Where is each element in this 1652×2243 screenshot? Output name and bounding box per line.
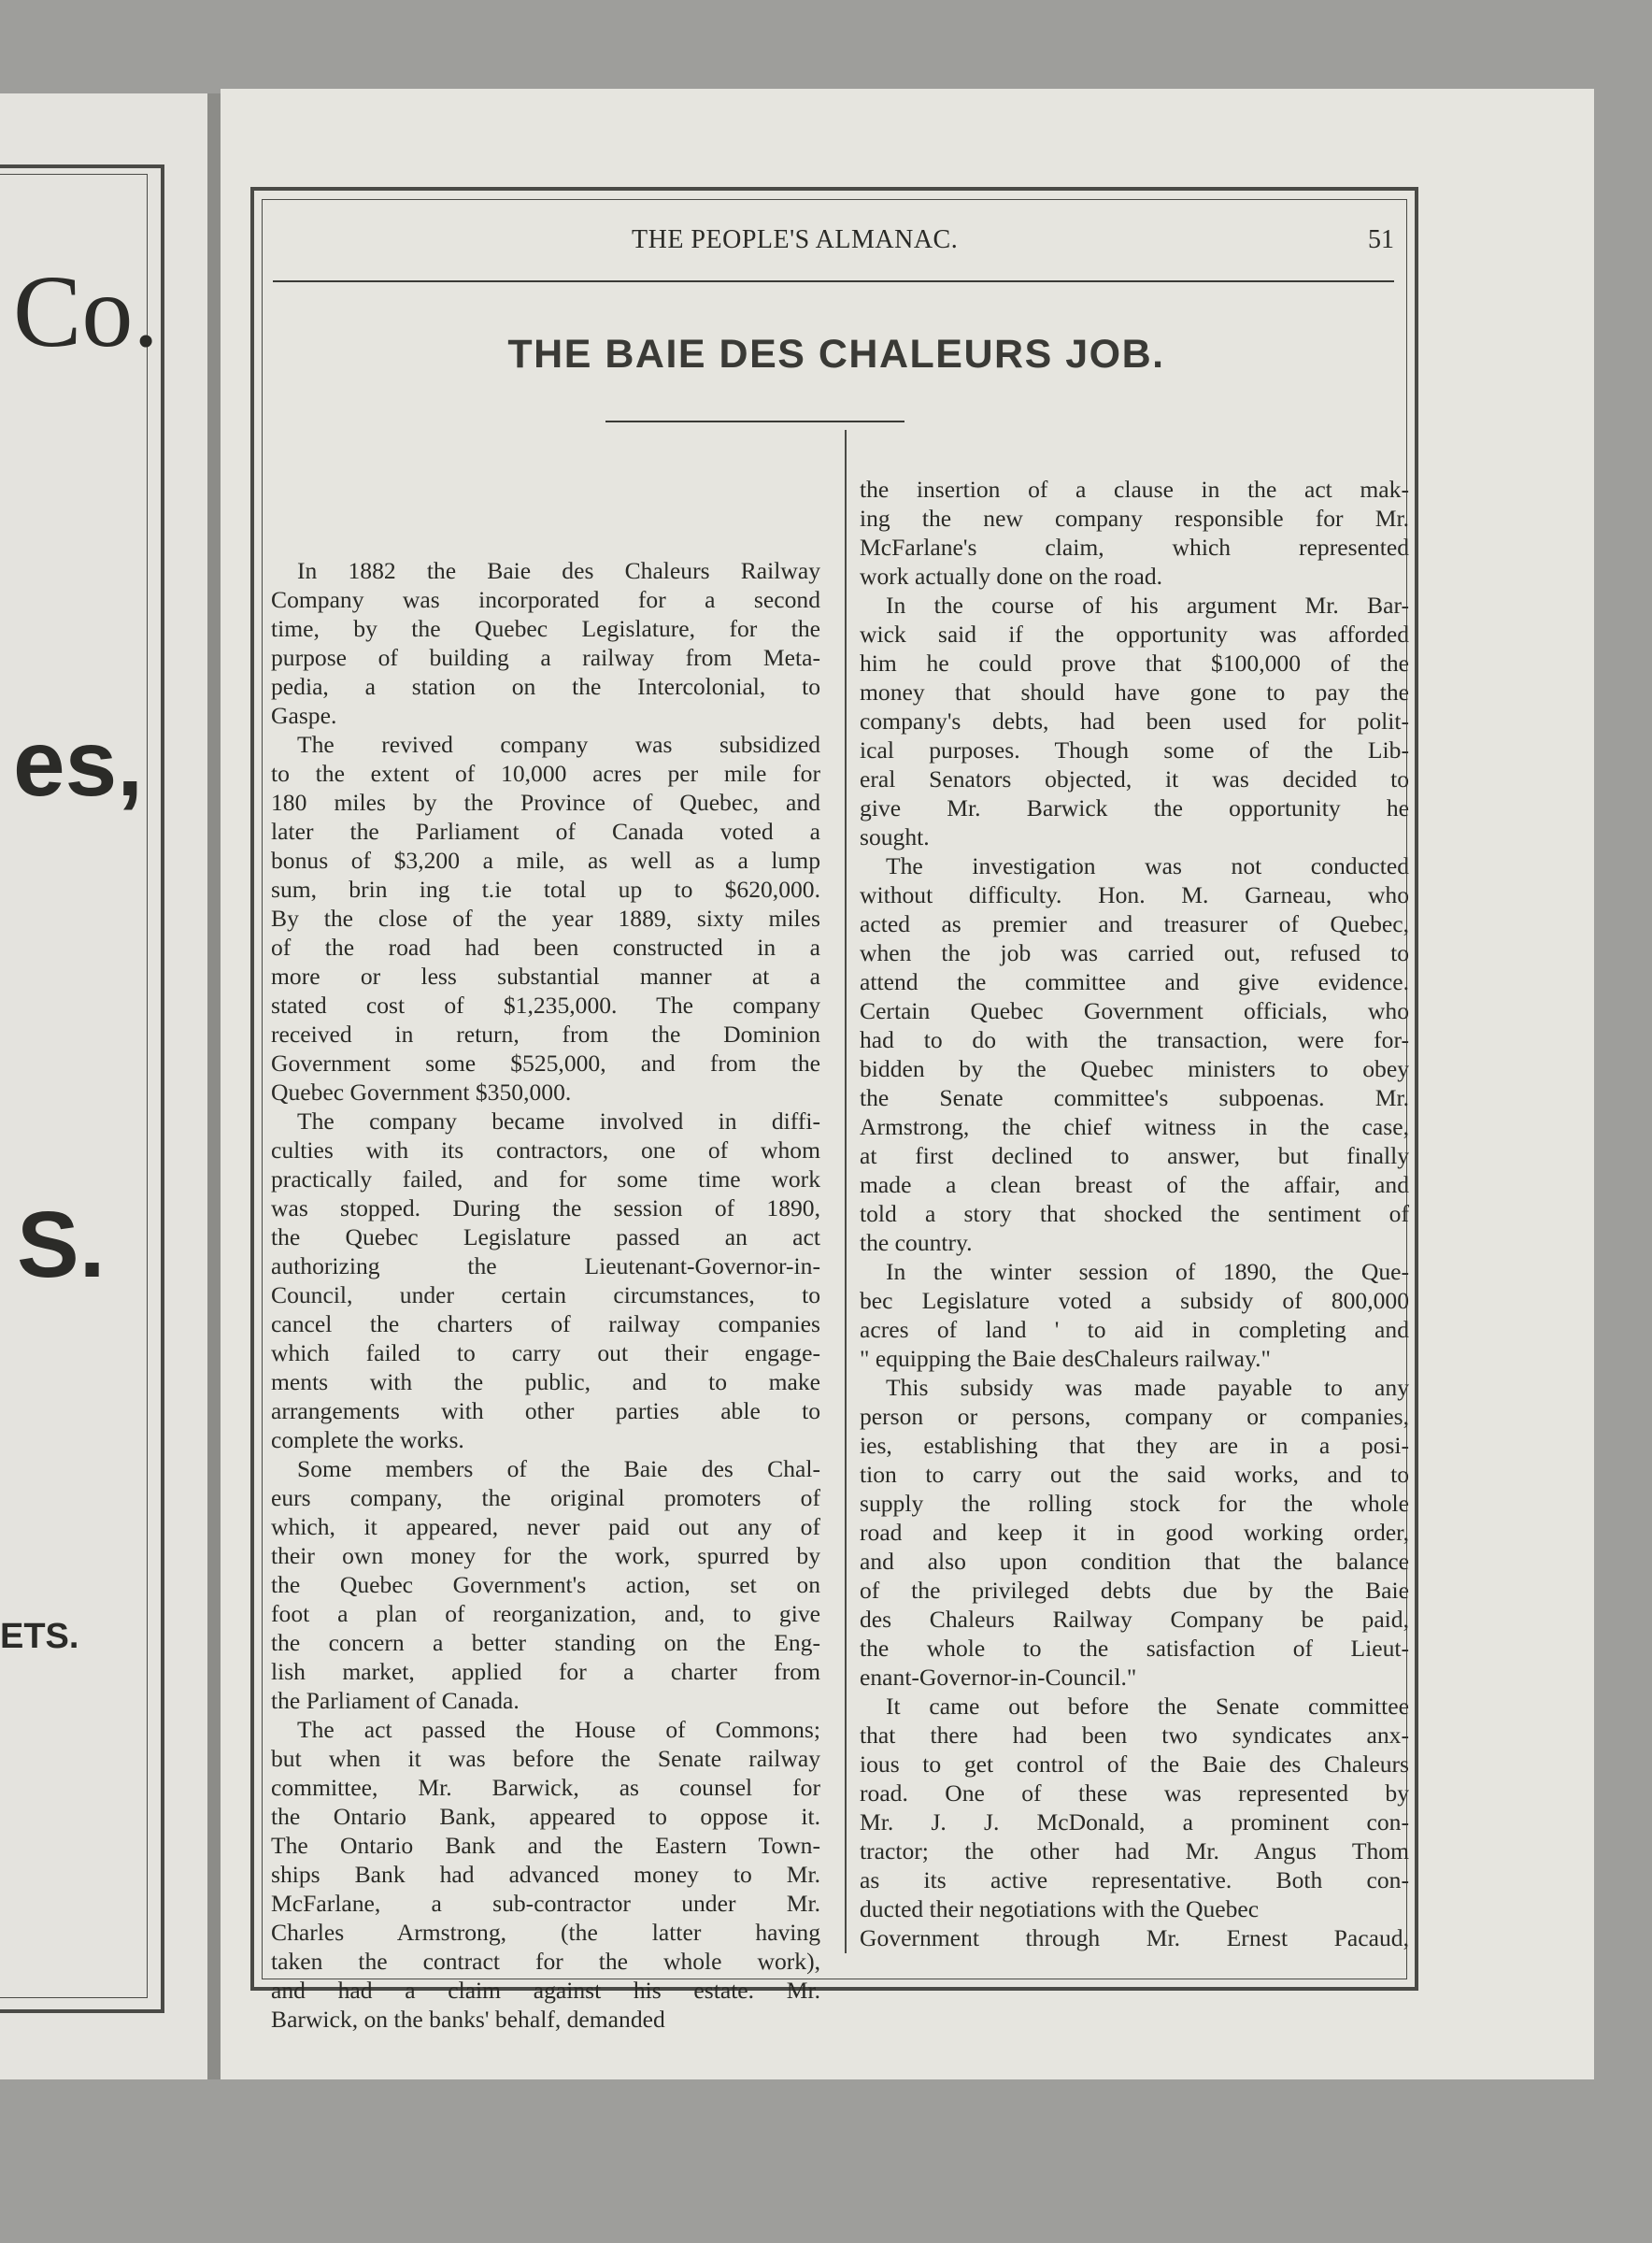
article-line: taken the contract for the whole work), (271, 1948, 820, 1975)
left-page-fragment (0, 93, 209, 2079)
article-line: The company became involved in diffi- (297, 1107, 820, 1135)
article-line: supply the rolling stock for the whole (860, 1490, 1409, 1517)
article-line: enant-Governor-in-Council." (860, 1664, 1137, 1691)
article-line: Quebec Government $350,000. (271, 1079, 572, 1106)
article-line: eral Senators objected, it was decided to (860, 765, 1409, 793)
article-line: bidden by the Quebec ministers to obey (860, 1055, 1409, 1082)
left-page-text-fragment: ETS. (0, 1617, 79, 1656)
article-line: road. One of these was represented by (860, 1779, 1409, 1807)
article-line: Company was incorporated for a second (271, 586, 820, 613)
article-line: their own money for the work, spurred by (271, 1542, 820, 1569)
article-line: bec Legislature voted a subsidy of 800,000 (860, 1287, 1409, 1314)
page-number: 51 (1368, 225, 1394, 254)
article-line: ships Bank had advanced money to Mr. (271, 1861, 820, 1888)
article-line: had to do with the transaction, were for- (860, 1026, 1409, 1053)
article-line: Armstrong, the chief witness in the case, (860, 1113, 1409, 1140)
article-left-column (271, 556, 820, 2034)
column-divider (845, 430, 847, 1953)
article-line: but when it was before the Senate railway (271, 1745, 820, 1772)
article-line: Government through Mr. Ernest Pacaud, (860, 1924, 1409, 1951)
article-line: person or persons, company or companies, (860, 1403, 1409, 1430)
article-line: and also upon condition that the balance (860, 1548, 1409, 1575)
article-line: purpose of building a railway from Meta- (271, 644, 820, 671)
article-line: and had a claim against his estate. Mr. (271, 1977, 820, 2004)
article-line: told a story that shocked the sentiment of (860, 1200, 1409, 1227)
left-page-text-fragment: S. (17, 1193, 106, 1297)
article-line: as its active representative. Both con- (860, 1866, 1409, 1893)
article-line: acted as premier and treasurer of Quebec, (860, 910, 1409, 937)
article-line: Government some $525,000, and from the (271, 1050, 820, 1077)
article-line: was stopped. During the session of 1890, (271, 1194, 820, 1222)
article-line: ments with the public, and to make (271, 1368, 820, 1395)
article-line: money that should have gone to pay the (860, 679, 1409, 706)
article-line: of the road had been constructed in a (271, 934, 820, 961)
article-line: practically failed, and for some time work (271, 1165, 820, 1193)
article-line: des Chaleurs Railway Company be paid, (860, 1606, 1409, 1633)
article-line: It came out before the Senate committee (886, 1693, 1409, 1720)
article-line: eurs company, the original promoters of (271, 1484, 820, 1511)
article-line: 180 miles by the Province of Quebec, and (271, 789, 820, 816)
left-page-inner-border (0, 174, 148, 1998)
article-line: road and keep it in good working order, (860, 1519, 1409, 1546)
book-gutter (207, 93, 221, 2079)
left-page-text-fragment: es, (13, 711, 144, 816)
article-line: ical purposes. Though some of the Lib- (860, 736, 1409, 764)
article-line: stated cost of $1,235,000. The company (271, 992, 820, 1019)
article-line: cancel the charters of railway companies (271, 1310, 820, 1337)
article-line: sought. (860, 823, 930, 850)
article-line: later the Parliament of Canada voted a (271, 818, 820, 845)
article-line: the insertion of a clause in the act mak- (860, 476, 1409, 503)
article-line: authorizing the Lieutenant-Governor-in- (271, 1252, 820, 1279)
article-line: ducted their negotiations with the Quebec (860, 1895, 1260, 1922)
article-line: acres of land ' to aid in completing and (860, 1316, 1409, 1343)
article-line: lish market, applied for a charter from (271, 1658, 820, 1685)
article-line: Council, under certain circumstances, to (271, 1281, 820, 1308)
article-line: give Mr. Barwick the opportunity he (860, 794, 1409, 821)
article-line: Barwick, on the banks' behalf, demanded (271, 2006, 665, 2033)
article-line: the Senate committee's subpoenas. Mr. (860, 1084, 1409, 1111)
article-line: The act passed the House of Commons; (297, 1716, 820, 1743)
article-line: to the extent of 10,000 acres per mile for (271, 760, 820, 787)
article-line: received in return, from the Dominion (271, 1021, 820, 1048)
article-title: THE BAIE DES CHALEURS JOB. (507, 332, 1165, 377)
article-line: committee, Mr. Barwick, as counsel for (271, 1774, 820, 1801)
article-line: the whole to the satisfaction of Lieut- (860, 1635, 1409, 1662)
article-line: bonus of $3,200 a mile, as well as a lump (271, 847, 820, 874)
article-line: wick said if the opportunity was afforded (860, 621, 1409, 648)
article-line: company's debts, had been used for polit- (860, 707, 1409, 735)
article-line: Some members of the Baie des Chal- (297, 1455, 820, 1482)
article-line: the Quebec Legislature passed an act (271, 1223, 820, 1250)
article-line: more or less substantial manner at a (271, 963, 820, 990)
header-rule (273, 280, 1394, 282)
article-line: without difficulty. Hon. M. Garneau, who (860, 881, 1409, 908)
article-line: Charles Armstrong, (the latter having (271, 1919, 820, 1946)
article-line: the concern a better standing on the Eng- (271, 1629, 820, 1656)
article-line: Mr. J. J. McDonald, a prominent con- (860, 1808, 1409, 1836)
article-line: which, it appeared, never paid out any of (271, 1513, 820, 1540)
article-line: the Ontario Bank, appeared to oppose it. (271, 1803, 820, 1830)
article-line: complete the works. (271, 1426, 464, 1453)
article-line: pedia, a station on the Intercolonial, to (271, 673, 820, 700)
article-line: made a clean breast of the affair, and (860, 1171, 1409, 1198)
article-line: arrangements with other parties able to (271, 1397, 820, 1424)
article-right-column (860, 475, 1409, 1952)
running-head: THE PEOPLE'S ALMANAC. (632, 225, 959, 254)
article-line: " equipping the Baie desChaleurs railway." (860, 1345, 1271, 1372)
left-page-text-fragment: Co. (13, 254, 159, 368)
article-line: Gaspe. (271, 702, 337, 729)
article-line: The investigation was not conducted (886, 852, 1409, 879)
article-line: By the close of the year 1889, sixty miles (271, 905, 820, 932)
title-rule (605, 421, 904, 422)
article-line: of the privileged debts due by the Baie (860, 1577, 1409, 1604)
article-line: In the course of his argument Mr. Bar- (886, 592, 1409, 619)
article-line: culties with its contractors, one of whom (271, 1136, 820, 1164)
article-line: The Ontario Bank and the Eastern Town- (271, 1832, 820, 1859)
article-line: McFarlane's claim, which represented (860, 534, 1409, 561)
article-line: McFarlane, a sub-contractor under Mr. (271, 1890, 820, 1917)
article-line: Certain Quebec Government officials, who (860, 997, 1409, 1024)
right-page (221, 89, 1594, 2079)
article-line: attend the committee and give evidence. (860, 968, 1409, 995)
article-line: time, by the Quebec Legislature, for the (271, 615, 820, 642)
article-line: The revived company was subsidized (297, 731, 820, 758)
article-line: when the job was carried out, refused to (860, 939, 1409, 966)
article-line: that there had been two syndicates anx- (860, 1722, 1409, 1749)
article-line: which failed to carry out their engage- (271, 1339, 820, 1366)
article-line: at first declined to answer, but finally (860, 1142, 1409, 1169)
article-line: the Quebec Government's action, set on (271, 1571, 820, 1598)
article-line: ious to get control of the Baie des Chaleurs (860, 1750, 1409, 1778)
article-line: work actually done on the road. (860, 563, 1163, 590)
article-line: tion to carry out the said works, and to (860, 1461, 1409, 1488)
article-line: In the winter session of 1890, the Que- (886, 1258, 1409, 1285)
article-line: tractor; the other had Mr. Angus Thom (860, 1837, 1409, 1864)
article-line: the country. (860, 1229, 973, 1256)
article-line: ing the new company responsible for Mr. (860, 505, 1409, 532)
article-line: In 1882 the Baie des Chaleurs Railway (297, 557, 820, 584)
article-line: sum, brin ing t.ie total up to $620,000. (271, 876, 820, 903)
article-line: ies, establishing that they are in a posi- (860, 1432, 1409, 1459)
article-line: the Parliament of Canada. (271, 1687, 520, 1714)
article-line: foot a plan of reorganization, and, to give (271, 1600, 820, 1627)
article-line: This subsidy was made payable to any (886, 1374, 1409, 1401)
article-line: him he could prove that $100,000 of the (860, 650, 1409, 677)
